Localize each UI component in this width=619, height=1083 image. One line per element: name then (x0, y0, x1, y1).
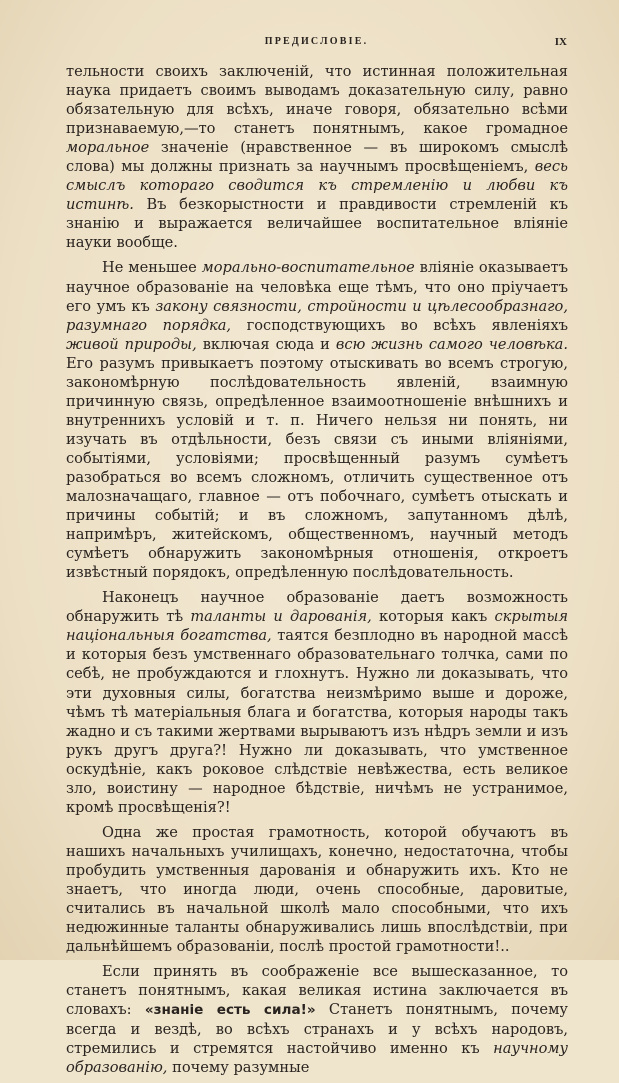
page-header (66, 36, 567, 52)
bold-quote: «знаніе есть сила!» (144, 1002, 316, 1019)
italic-run: весь смыслъ котораго сводится къ стремленію и любви къ истинѣ. (66, 158, 568, 214)
text-run: Станетъ понятнымъ, почему всегда и вездѣ, во всѣхъ странахъ и у всѣхъ народовъ, стремились и стремятся настойчиво именно къ (66, 1001, 569, 1058)
paragraph-3 (66, 588, 568, 817)
italic-run: моральное (66, 139, 150, 157)
text-run: Наконецъ научное образованіе даетъ возможность обнаружить тѣ (66, 589, 568, 626)
text-run: значеніе (нравственное — въ широкомъ смыслѣ слова) мы должны признать за научнымъ просвѣщеніемъ, (66, 139, 568, 176)
italic-run: морально-воспитательное (201, 259, 415, 277)
page-number: IX (554, 36, 567, 48)
italic-run: научному образованію, (66, 1040, 568, 1077)
text-run: включая сюда и (196, 335, 336, 353)
text-run: которыя какъ (371, 608, 495, 626)
text-run: вліяніе оказываетъ научное образованіе на человѣка еще тѣмъ, что оно пріучаетъ его умъ къ (66, 259, 568, 315)
text-run: господствующихъ во всѣхъ явленіяхъ (231, 316, 568, 334)
italic-run: скрытыя національныя богатства, (66, 608, 568, 645)
body-text (66, 62, 568, 1083)
running-title: ПРЕДИСЛОВІЕ. (264, 36, 369, 47)
paragraph-1 (66, 62, 568, 252)
text-run: тельности своихъ заключеній, что истинная положительная наука придаетъ своимъ выводамъ доказательную силу, равно обязательную для всѣхъ, иначе говоря, обязательно всѣми признаваемую,—то станетъ понятнымъ, какое громадное (66, 63, 568, 138)
paragraph-2 (66, 258, 568, 582)
paragraph-5 (66, 962, 568, 1077)
text-run: почему разумные (167, 1059, 310, 1077)
text-run: Его разумъ привыкаетъ поэтому отыскивать во всемъ строгую, закономѣрную послѣдовательность явленій, взаимную причинную связь, опредѣленное взаимоотношеніе внѣшнихъ и внутреннихъ условій и т. п. Ничего нельзя ни понять, ни изучать въ отдѣльности, безъ связи съ иными вліяніями, событіями, условіями; просвѣщенный разумъ сумѣетъ разобраться во всемъ сложномъ, отличить существенное отъ малозначащаго, главное — отъ побочнаго, сумѣетъ отыскать и причины событій; и въ сложномъ, запутанномъ дѣлѣ, напримѣръ, житейскомъ, общественномъ, научный методъ сумѣетъ обнаружить закономѣрныя отношенія, откроетъ извѣстный порядокъ, опредѣленную послѣдовательность. (66, 354, 568, 582)
paragraph-4 (66, 823, 568, 956)
text-run: Въ безкорыстности и правдивости стремленій къ знанію и выражается величайшее воспитательное вліяніе науки вообще. (66, 196, 568, 252)
text-run: Одна же простая грамотность, которой обучаютъ въ нашихъ начальныхъ училищахъ, конечно, недостаточна, чтобы пробудить умственныя дарованія и обнаружить ихъ. Кто не знаетъ, что иногда люди, очень способные, даровитые, считались въ начальной школѣ мало способными, что ихъ недюжинные таланты обнаруживались лишь впослѣдствіи, при дальнѣйшемъ образованіи, послѣ простой грамотности!.. (66, 823, 568, 956)
italic-run: таланты и дарованія, (190, 608, 372, 626)
text-run: таятся безплодно въ народной массѣ и которыя безъ умственнаго образовательнаго толчка, сами по себѣ, не пробуждаются и глохнутъ. Нужно ли доказывать, что эти духовныя силы, богатства неизмѣримо выше и дороже, чѣмъ тѣ матеріальныя блага и богатства, которыя народы такъ жадно и съ такими жертвами вырываютъ изъ нѣдръ земли и изъ рукъ другъ друга?! Нужно ли доказывать, что умственное оскудѣніе, какъ роковое слѣдствіе невѣжества, есть великое зло, воистину — народное бѣдствіе, ничѣмъ не устранимое, кромѣ просвѣщенія?! (66, 627, 568, 816)
italic-run: живой природы, (66, 335, 197, 353)
italic-run: всю жизнь самого человѣка. (335, 335, 569, 353)
text-run: Если принять въ соображеніе все вышесказанное, то станетъ понятнымъ, какая великая истина заключается въ словахъ: (66, 963, 568, 1019)
text-run: Не меньшее (102, 259, 202, 277)
italic-run: закону связности, стройности и цѣлесообразнаго, разумнаго порядка, (66, 297, 568, 334)
